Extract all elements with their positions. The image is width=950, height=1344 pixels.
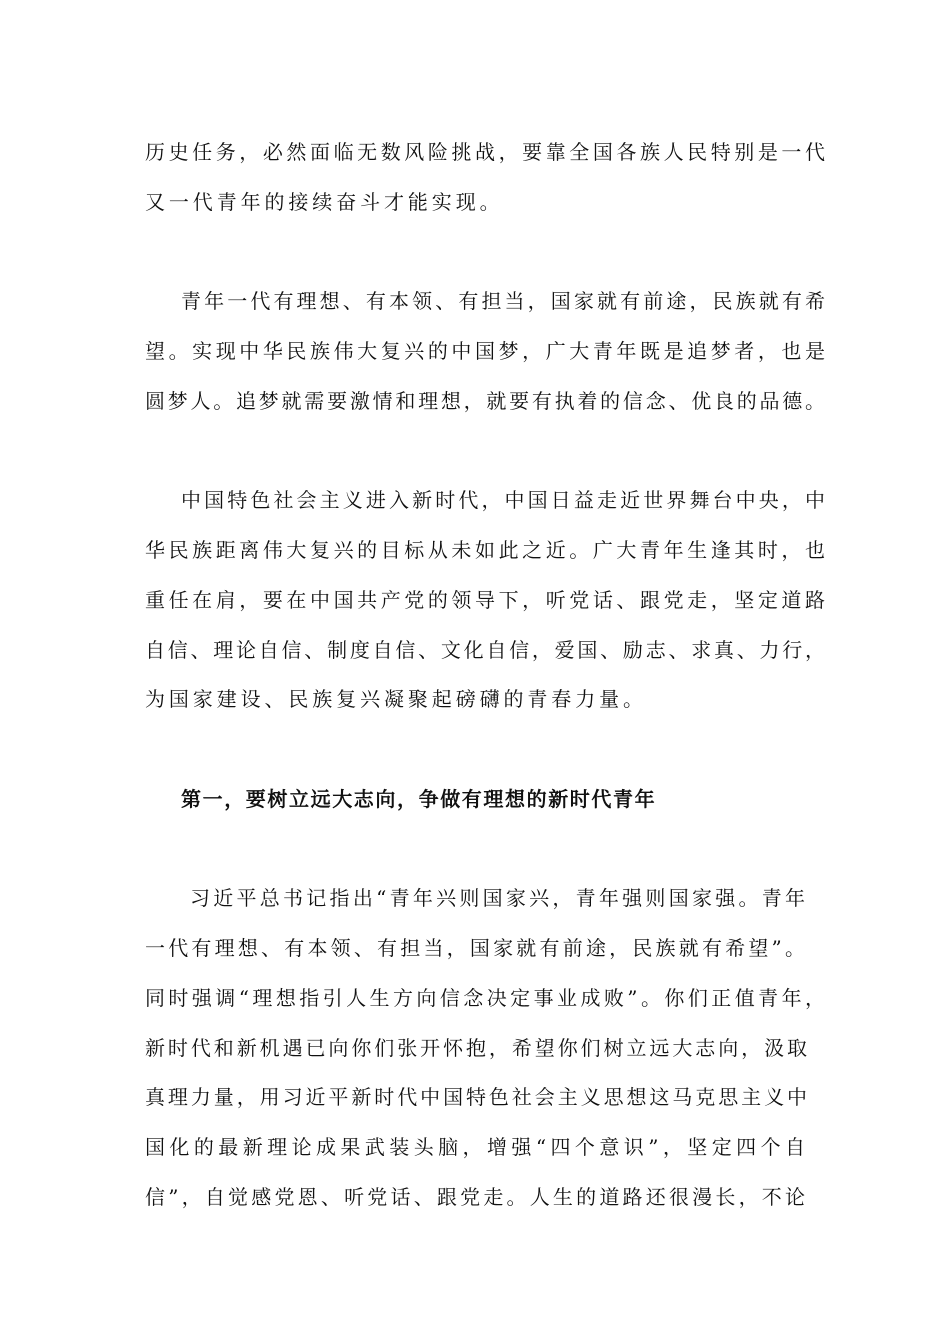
paragraph-line: 信”，自觉感党恩、听党话、跟党走。人生的道路还很漫长，不论 — [145, 1185, 805, 1209]
paragraph-line: 望。实现中华民族伟大复兴的中国梦，广大青年既是追梦者，也是 — [145, 339, 825, 363]
paragraph-line: 华民族距离伟大复兴的目标从未如此之近。广大青年生逢其时，也 — [145, 538, 825, 562]
paragraph-line: 青年一代有理想、有本领、有担当，国家就有前途，民族就有希 — [181, 289, 825, 313]
paragraph-line: 为国家建设、民族复兴凝聚起磅礴的青春力量。 — [145, 687, 647, 711]
paragraph-line: 自信、理论自信、制度自信、文化自信，爱国、励志、求真、力行， — [145, 638, 825, 662]
paragraph-line: 圆梦人。追梦就需要激情和理想，就要有执着的信念、优良的品德。 — [145, 389, 825, 413]
paragraph-line: 历史任务，必然面临无数风险挑战，要靠全国各族人民特别是一代 — [145, 140, 825, 164]
paragraph-line: 习近平总书记指出“青年兴则国家兴，青年强则国家强。青年 — [190, 886, 805, 910]
paragraph-line: 重任在肩，要在中国共产党的领导下，听党话、跟党走，坚定道路 — [145, 588, 825, 612]
paragraph-line: 中国特色社会主义进入新时代，中国日益走近世界舞台中央，中 — [181, 488, 825, 512]
paragraph-line: 新时代和新机遇已向你们张开怀抱，希望你们树立远大志向，汲取 — [145, 1036, 807, 1060]
paragraph-line: 同时强调“理想指引人生方向信念决定事业成败”。你们正值青年， — [145, 986, 825, 1010]
section-heading: 第一，要树立远大志向，争做有理想的新时代青年 — [181, 787, 657, 811]
paragraph-line: 一代有理想、有本领、有担当，国家就有前途，民族就有希望”。 — [145, 936, 805, 960]
paragraph-line: 又一代青年的接续奋斗才能实现。 — [145, 190, 504, 214]
paragraph-line: 国化的最新理论成果武装头脑，增强“四个意识”，坚定四个自 — [145, 1135, 805, 1159]
paragraph-line: 真理力量，用习近平新时代中国特色社会主义思想这马克思主义中 — [145, 1085, 807, 1109]
